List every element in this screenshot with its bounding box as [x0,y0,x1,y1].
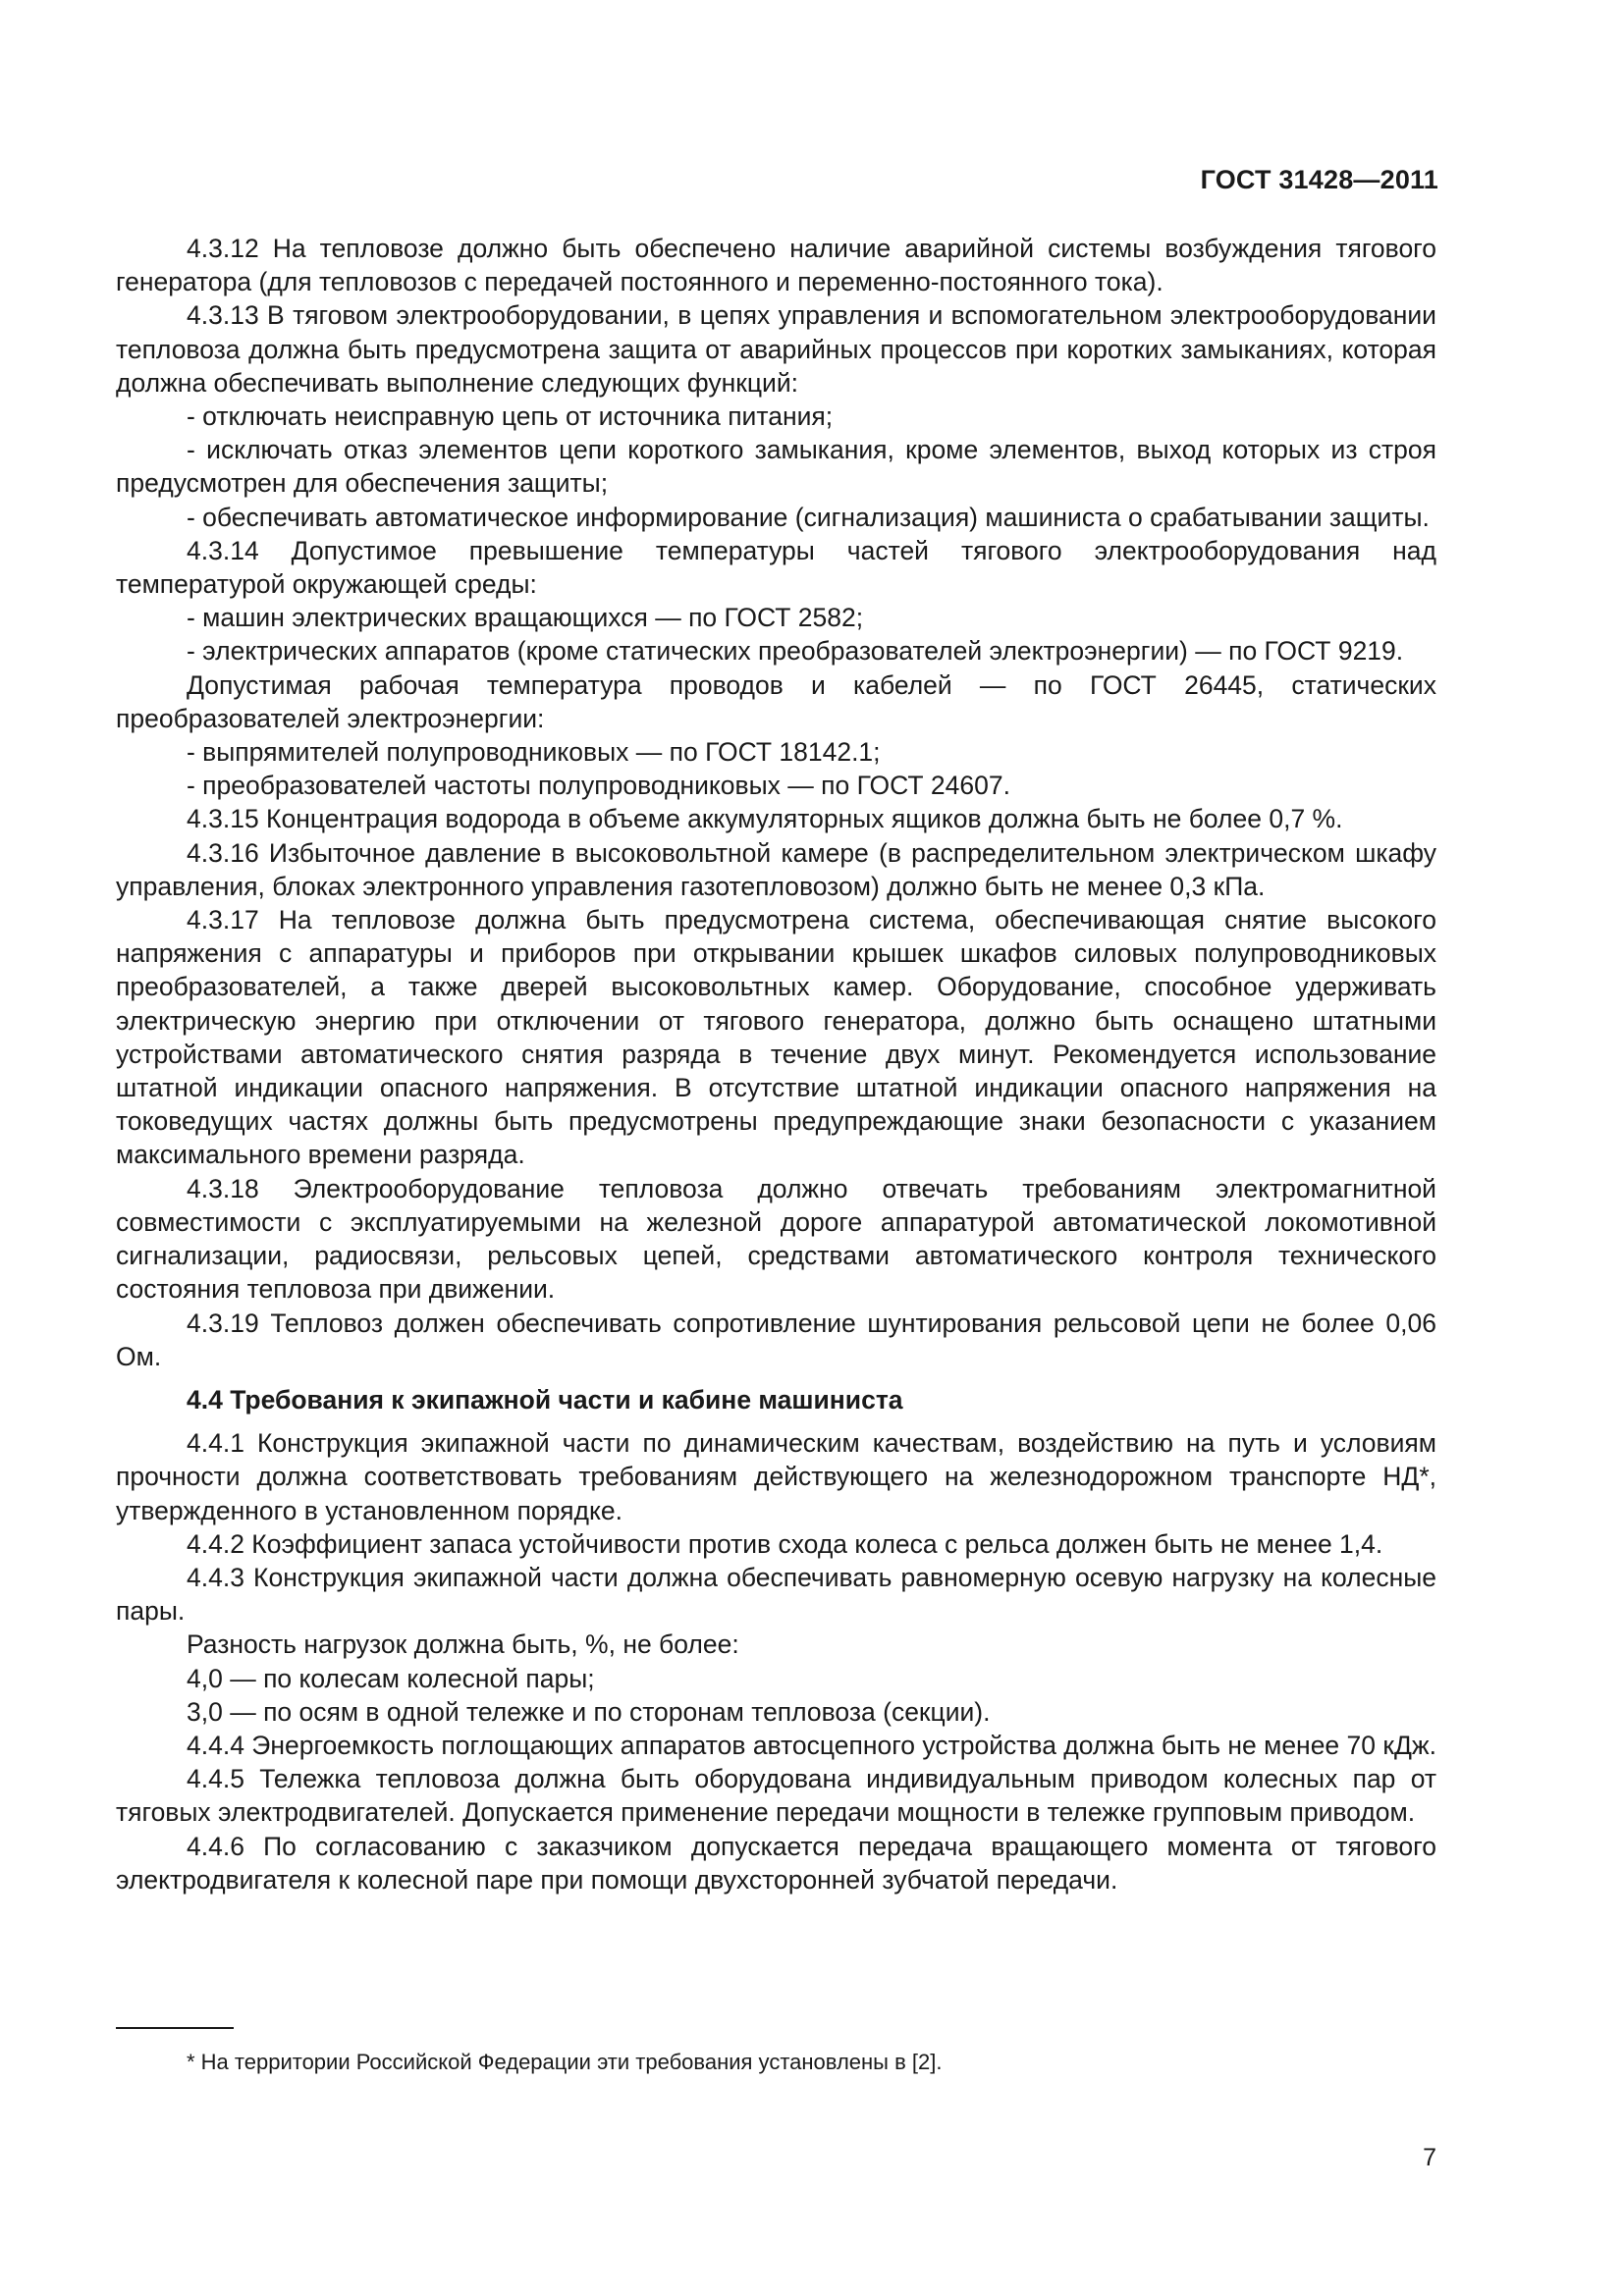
clause-4-4-3: 4.4.3 Конструкция экипажной части должна обеспечивать равномерную осевую нагрузку на колесные пары. [116,1562,1436,1627]
list-item: - отключать неисправную цепь от источника питания; [187,401,834,432]
list-item: 4,0 — по колесам колесной пары; [187,1663,595,1693]
list-item: - машин электрических вращающихся — по ГОСТ 2582; [187,603,864,633]
clause-4-3-13: 4.3.13 В тяговом электрооборудовании, в цепях управления и вспомогательном электрооборудовании тепловоза должна быть предусмотрена защита от аварийных процессов при коротких замыканиях, которая должна обеспечивать выполнение следующих функций: [116,300,1436,398]
clause-4-3-17: 4.3.17 На тепловозе должна быть предусмотрена система, обеспечивающая снятие высокого напряжения с аппаратуры и приборов при открывании крышек шкафов силовых полупроводниковых преобразователей, а также дверей высоковольтных камер. Оборудование, способное удерживать электрическую энергию при отключении от тягового генератора, должно быть оснащено штатными устройствами автоматического снятия разряда в течение двух минут. Рекомендуется использование штатной индикации опасного напряжения. В отсутствие штатной индикации опасного напряжения на токоведущих частях должны быть предусмотрены предупреждающие знаки безопасности с указанием максимального времени разряда. [116,905,1436,1170]
document-code-header: ГОСТ 31428—2011 [1200,165,1438,194]
clause-4-3-14: 4.3.14 Допустимое превышение температуры частей тягового электрооборудования над температурой окружающей среды: [116,535,1436,600]
paragraph: Допустимая рабочая температура проводов и кабелей — по ГОСТ 26445, статических преобразователей электроэнергии: [116,669,1436,733]
clause-4-3-16: 4.3.16 Избыточное давление в высоковольтной камере (в распределительном электрическом шкафу управления, блоках электронного управления газотепловозом) должно быть не менее 0,3 кПа. [116,837,1436,901]
clause-4-3-15: 4.3.15 Концентрация водорода в объеме аккумуляторных ящиков должна быть не более 0,7 %. [187,804,1343,834]
list-item: 3,0 — по осям в одной тележке и по сторонам тепловоза (секции). [187,1696,991,1727]
list-item: - преобразователей частоты полупроводниковых — по ГОСТ 24607. [187,771,1010,801]
list-item: - выпрямителей полупроводниковых — по ГОСТ 18142.1; [187,737,881,768]
list-item: - электрических аппаратов (кроме статических преобразователей электроэнергии) — по ГОСТ 9219. [187,636,1404,667]
clause-4-4-2: 4.4.2 Коэффициент запаса устойчивости против схода колеса с рельса должен быть не менее 1,4. [187,1528,1383,1559]
clause-4-4-4: 4.4.4 Энергоемкость поглощающих аппаратов автосцепного устройства должна быть не менее 70 кДж. [187,1730,1436,1760]
clause-4-4-6: 4.4.6 По согласованию с заказчиком допускается передача вращающего момента от тягового электродвигателя к колесной паре при помощи двухсторонней зубчатой передачи. [116,1831,1436,1895]
page-number: 7 [1423,2144,1436,2171]
section-heading-4-4: 4.4 Требования к экипажной части и кабине машиниста [187,1384,903,1415]
footnote: * На территории Российской Федерации эти требования установлены в [2]. [187,2050,943,2074]
clause-4-3-19: 4.3.19 Тепловоз должен обеспечивать сопротивление шунтирования рельсовой цепи не более 0,06 Ом. [116,1308,1436,1371]
clause-4-4-5: 4.4.5 Тележка тепловоза должна быть оборудована индивидуальным приводом колесных пар от тяговых электродвигателей. Допускается применение передачи мощности в тележке групповым приводом. [116,1764,1436,1828]
paragraph: Разность нагрузок должна быть, %, не более: [187,1629,739,1660]
list-item: - исключать отказ элементов цепи короткого замыкания, кроме элементов, выход которых из строя предусмотрен для обеспечения защиты; [116,435,1436,499]
footnote-divider [116,2027,234,2029]
clause-4-4-1: 4.4.1 Конструкция экипажной части по динамическим качествам, воздействию на путь и условиям прочности должна соответствовать требованиям действующего на железнодорожном транспорте НД*, утвержденного в установленном порядке. [116,1428,1436,1525]
clause-4-3-18: 4.3.18 Электрооборудование тепловоза должно отвечать требованиям электромагнитной совместимости с эксплуатируемыми на железной дороге аппаратурой автоматической локомотивной сигнализации, радиосвязи, рельсовых цепей, средствами автоматического контроля технического состояния тепловоза при движении. [116,1173,1436,1305]
document-body [116,232,1436,1896]
list-item: - обеспечивать автоматическое информирование (сигнализация) машиниста о срабатывании защиты. [187,502,1430,532]
clause-4-3-12: 4.3.12 На тепловозе должно быть обеспечено наличие аварийной системы возбуждения тягового генератора (для тепловозов с передачей постоянного и переменно-постоянного тока). [116,234,1436,297]
